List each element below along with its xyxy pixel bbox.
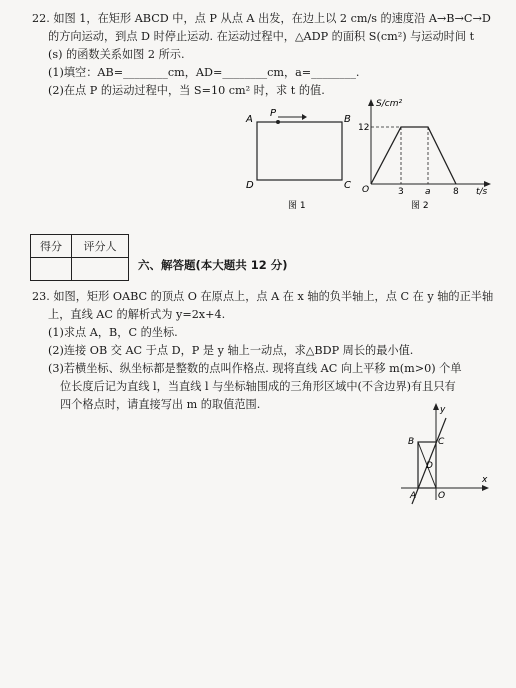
label-a-q23: A xyxy=(410,491,417,501)
caption-fig1: 图 1 xyxy=(288,201,306,211)
label-b: B xyxy=(344,114,351,125)
x-axis-arrow-q23 xyxy=(482,485,489,491)
q22-line-5: (2)在点 P 的运动过程中，当 S=10 cm² 时，求 t 的值. xyxy=(48,84,325,97)
label-s-axis: S/cm² xyxy=(376,99,403,109)
graph-line xyxy=(371,127,456,184)
label-c: C xyxy=(344,180,351,191)
figure-1-rectangle xyxy=(240,108,360,212)
q22-line-1: 22. 如图 1，在矩形 ABCD 中，点 P 从点 A 出发，在边上以 2 cm/s 的速度沿 A→B→C→D xyxy=(32,12,491,25)
q22-line-3: (s) 的函数关系如图 2 所示. xyxy=(48,48,185,61)
label-t-axis: t/s xyxy=(476,187,488,197)
figure-2-graph xyxy=(356,96,506,212)
label-x-q23: x xyxy=(482,475,488,485)
q23-line-6: 位长度后记为直线 l，当直线 l 与坐标轴围成的三角形区域中(不含边界)有且只有 xyxy=(60,380,456,393)
score-table xyxy=(30,234,129,281)
rectangle-abcd xyxy=(257,122,342,180)
q23-line-5: (3)若横坐标、纵坐标都是整数的点叫作格点. 现将直线 AC 向上平移 m(m>0) 个单 xyxy=(48,362,462,375)
label-y-q23: y xyxy=(440,405,446,415)
y-axis-arrow xyxy=(368,99,374,106)
section-title: 六、解答题(本大题共 12 分) xyxy=(138,258,288,272)
label-a-tick: a xyxy=(425,187,431,197)
q23-line-1: 23. 如图，矩形 OABC 的顶点 O 在原点上，点 A 在 x 轴的负半轴上，点 C 在 y 轴的正半轴 xyxy=(32,290,494,303)
arrow-head xyxy=(302,114,307,120)
point-p xyxy=(276,120,280,124)
score-cell xyxy=(31,258,72,281)
q23-line-3: (1)求点 A，B，C 的坐标. xyxy=(48,326,178,339)
label-3: 3 xyxy=(398,187,404,197)
q22-line-4: (1)填空：AB=________cm，AD=________cm，a=________. xyxy=(48,66,360,79)
q22-line-2: 的方向运动，到点 D 时停止运动. 在运动过程中，△ADP 的面积 S(cm²) 与运动时间 t xyxy=(48,30,475,43)
grader-cell xyxy=(72,258,129,281)
caption-fig2: 图 2 xyxy=(411,201,429,211)
figure-q23-coordinate xyxy=(396,400,496,512)
label-o: O xyxy=(362,185,370,195)
label-c-q23: C xyxy=(438,437,445,447)
label-8: 8 xyxy=(453,187,459,197)
label-a: A xyxy=(246,114,253,125)
label-b-q23: B xyxy=(408,437,415,447)
label-o-q23: O xyxy=(438,491,446,501)
y-axis-arrow-q23 xyxy=(433,403,439,410)
score-header: 得分 xyxy=(31,235,72,258)
label-d: D xyxy=(246,180,254,191)
label-12: 12 xyxy=(358,123,370,133)
q23-line-4: (2)连接 OB 交 AC 于点 D，P 是 y 轴上一动点，求△BDP 周长的最小值. xyxy=(48,344,414,357)
label-p: P xyxy=(270,108,277,119)
grader-header: 评分人 xyxy=(72,235,129,258)
q23-line-7: 四个格点时，请直接写出 m 的取值范围. xyxy=(60,398,261,411)
label-d-q23: D xyxy=(426,461,433,471)
q23-line-2: 上，直线 AC 的解析式为 y=2x+4. xyxy=(48,308,226,321)
